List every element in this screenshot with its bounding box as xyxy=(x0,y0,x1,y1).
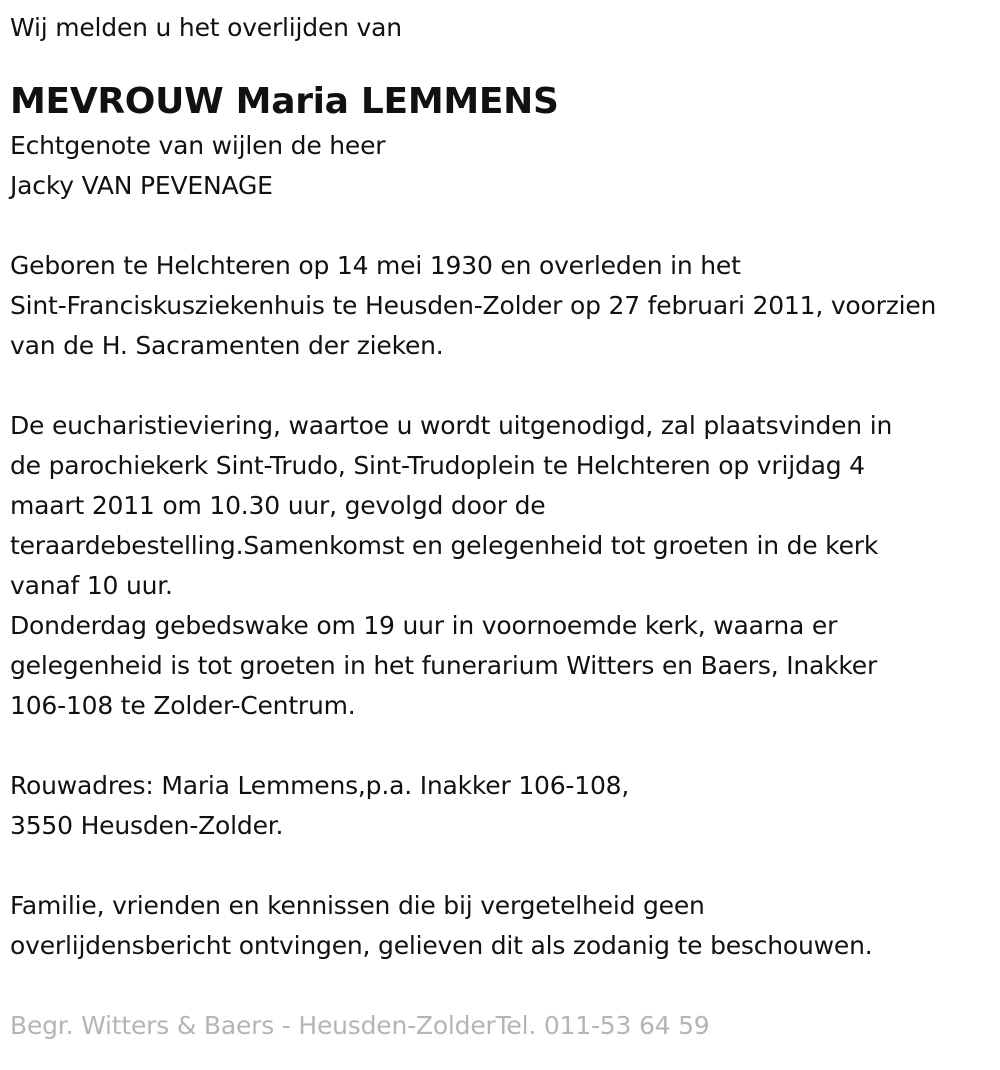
wake-line: Donderdag gebedswake om 19 uur in voornoemde kerk, waarna er xyxy=(10,611,838,640)
birth-death-paragraph xyxy=(10,246,995,366)
ceremony-line: de parochiekerk Sint-Trudo, Sint-Trudoplein te Helchteren op vrijdag 4 xyxy=(10,451,865,480)
wake-paragraph xyxy=(10,606,995,726)
ceremony-paragraph xyxy=(10,406,995,606)
ceremony-line: vanaf 10 uur. xyxy=(10,571,173,600)
closing-line: Familie, vrienden en kennissen die bij vergetelheid geen xyxy=(10,891,705,920)
ceremony-line: De eucharistieviering, waartoe u wordt uitgenodigd, zal plaatsvinden in xyxy=(10,411,893,440)
address-line: Rouwadres: Maria Lemmens,p.a. Inakker 106-108, xyxy=(10,771,630,800)
mourning-address xyxy=(10,766,995,846)
ceremony-line: teraardebestelling.Samenkomst en gelegenheid tot groeten in de kerk xyxy=(10,531,879,560)
spouse-line-1: Echtgenote van wijlen de heer xyxy=(10,131,386,160)
birth-death-line: van de H. Sacramenten der zieken. xyxy=(10,331,444,360)
closing-line: overlijdensbericht ontvingen, gelieven dit als zodanig te beschouwen. xyxy=(10,931,873,960)
intro-text: Wij melden u het overlijden van xyxy=(10,13,402,42)
address-line: 3550 Heusden-Zolder. xyxy=(10,811,284,840)
deceased-name: MEVROUW Maria LEMMENS xyxy=(10,81,559,122)
spouse-line-2: Jacky VAN PEVENAGE xyxy=(10,171,273,200)
funeral-home-footer: Begr. Witters & Baers - Heusden-ZolderTel. 011-53 64 59 xyxy=(10,1011,710,1040)
birth-death-line: Geboren te Helchteren op 14 mei 1930 en overleden in het xyxy=(10,251,741,280)
ceremony-line: maart 2011 om 10.30 uur, gevolgd door de xyxy=(10,491,546,520)
wake-line: 106-108 te Zolder-Centrum. xyxy=(10,691,356,720)
closing-paragraph xyxy=(10,886,995,966)
wake-line: gelegenheid is tot groeten in het funerarium Witters en Baers, Inakker xyxy=(10,651,878,680)
spouse-block xyxy=(10,126,995,206)
birth-death-line: Sint-Franciskusziekenhuis te Heusden-Zolder op 27 februari 2011, voorzien xyxy=(10,291,937,320)
